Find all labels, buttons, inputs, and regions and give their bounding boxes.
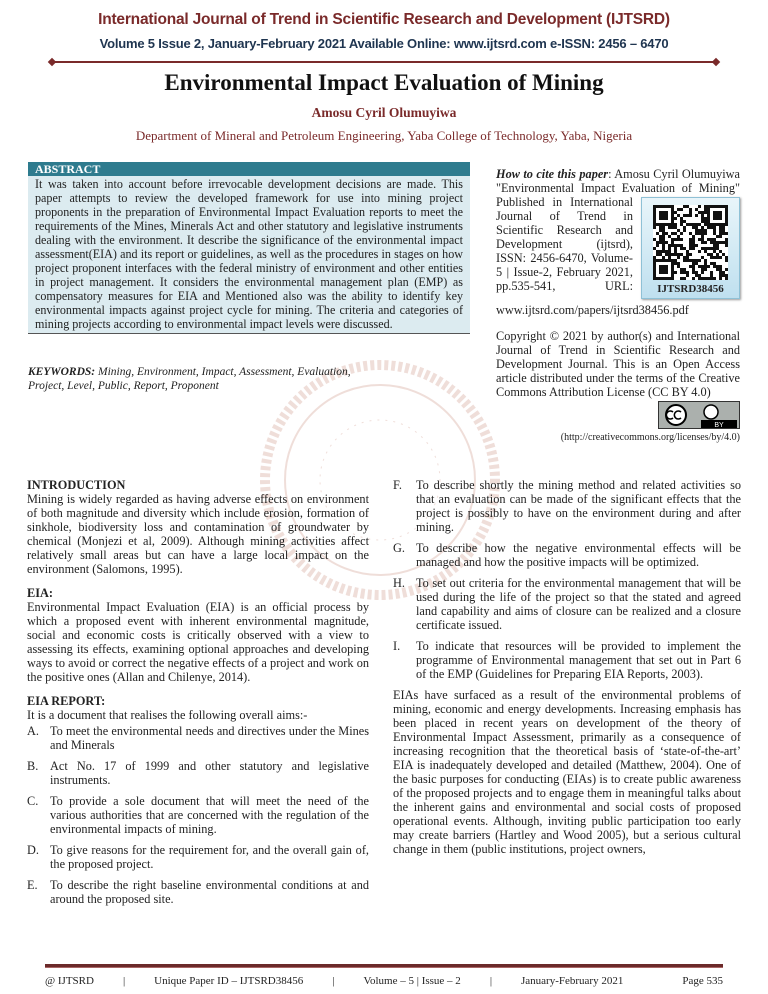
right-column <box>393 478 741 856</box>
list-marker: B. <box>27 759 39 773</box>
list-marker: E. <box>27 878 38 892</box>
list-item-text: Act No. 17 of 1999 and other statutory and legislative instruments. <box>50 759 369 787</box>
eia-report-heading: EIA REPORT: <box>27 694 106 708</box>
abstract-box <box>28 162 470 334</box>
abstract-text: It was taken into account before irrevocable development decisions are made. This paper attempts to review the developed framework for use into mining project proponents in the preparation of Environmental Impact Evaluation reports to meet the requirements of the Mines, Minerals Act and other statutory and legislative instruments dealing with the environment. It describe the significance of the environmental impact assessment(EIA) and its report or guidelines, as well as the procedures in stages on how project proponent interfaces with the federal ministry of environment and other entities in project management. It considers the environmental management plan (EMP) as compensatory measures for EIA and Mentioned also was the ability to identify key environmental impacts against project cycle for mining. The criteria and categories of mining projects according to environmental impact levels were discussed. <box>35 177 463 331</box>
footer-separator: | <box>332 975 335 987</box>
rule-end-ornament <box>48 58 56 66</box>
volume-line: Volume 5 Issue 2, January-February 2021 Available Online: www.ijtsrd.com e-ISSN: 2456 – 6470 <box>99 36 669 51</box>
eia-heading: EIA: <box>27 586 53 600</box>
qr-code-card <box>641 197 740 299</box>
header-rule <box>52 61 716 63</box>
qr-label: IJTSRD38456 <box>657 283 724 295</box>
keywords-text: Mining, Environment, Impact, Assessment, Evaluation, Project, Level, Public, Report, Proponent <box>28 366 351 392</box>
copyright-block <box>496 329 740 428</box>
aim-list-item <box>393 478 741 534</box>
list-item-text: To provide a sole document that will meet the need of the various authorities that are concerned with the regulation of the environmental impacts of mining. <box>50 794 369 836</box>
journal-title: International Journal of Trend in Scientific Research and Development (IJTSRD) <box>98 11 670 28</box>
page-footer <box>45 975 723 987</box>
footer-volume: Volume – 5 | Issue – 2 <box>363 975 461 987</box>
list-item-text: To indicate that resources will be provided to implement the programme of Environmental management that set out in Part 6 of the EMP (Guidelines for Preparing EIA Reports, 2003). <box>416 639 741 681</box>
abstract-heading: ABSTRACT <box>28 162 470 176</box>
cc-by-text: BY <box>714 422 724 428</box>
list-item-text: To describe shortly the mining method and related activities so that an evaluation can be made of the significant effects that the project is possibly to have on the environment during and after mining. <box>416 478 741 534</box>
citation-text: Amosu Cyril Olumuyiwa "Environmental Impact Evaluation of Mining" Published in International Journal of Trend in Scientific Research and Development (ijtsrd), ISSN: 2456-6470, Volume-5 | Issue-2, <box>496 167 740 279</box>
introduction-text: Mining is widely regarded as having adverse effects on environment of both magnitude and diversity which include erosion, formation of sinkhole, biodiversity loss and contamination of groundwater by chemical (Monjezi et al, 2009). Although mining activities affect relatively small areas but can have a large local impact on the environment (Salomons, 1995). <box>27 492 369 576</box>
paper-title: Environmental Impact Evaluation of Mining <box>164 70 604 95</box>
list-marker: A. <box>27 724 39 738</box>
list-item-text: To describe the right baseline environmental conditions at and around the proposed site. <box>50 878 369 906</box>
aim-list-item <box>27 878 369 906</box>
footer-paper-id: Unique Paper ID – IJTSRD38456 <box>154 975 304 987</box>
aims-list-left <box>27 724 369 906</box>
aim-list-item <box>393 541 741 569</box>
introduction-heading: INTRODUCTION <box>27 478 126 492</box>
eia-report-intro: It is a document that realises the following overall aims:- <box>27 708 308 722</box>
aim-list-item <box>27 794 369 836</box>
license-url[interactable]: (http://creativecommons.org/licenses/by/4.0) <box>560 432 740 443</box>
list-item-text: To give reasons for the requirement for, and the overall gain of, the proposed project. <box>50 843 369 871</box>
list-marker: G. <box>393 541 405 555</box>
footer-separator: | <box>489 975 493 987</box>
list-marker: D. <box>27 843 39 857</box>
author-name: Amosu Cyril Olumuyiwa <box>311 105 457 120</box>
aim-list-item <box>27 759 369 787</box>
aims-list-right <box>393 478 741 681</box>
affiliation: Department of Mineral and Petroleum Engineering, Yaba College of Technology, Yaba, Nigeria <box>135 128 633 143</box>
copyright-text: Copyright © 2021 by author(s) and International Journal of Trend in Scientific Research and Development Journal. This is an Open Access article distributed under the terms of the Creative Commons Attribution License (CC BY 4.0) <box>496 329 740 399</box>
footer-rule <box>45 964 723 968</box>
rule-end-ornament <box>712 58 720 66</box>
qr-code-icon <box>653 205 728 280</box>
list-marker: C. <box>27 794 39 808</box>
cc-by-license-badge[interactable] <box>658 401 740 429</box>
footer-separator: | <box>122 975 126 987</box>
aim-list-item <box>393 639 741 681</box>
aim-list-item <box>27 724 369 752</box>
list-marker: H. <box>393 576 405 590</box>
footer-date: January-February 2021 <box>521 975 624 987</box>
citation-url[interactable]: February 2021, pp.535-541, URL: www.ijtsrd.com/papers/ijtsrd38456.pdf <box>496 265 689 317</box>
footer-org: @ IJTSRD <box>45 975 94 987</box>
eias-paragraph: EIAs have surfaced as a result of the environmental problems of mining, economic and energy developments. Increasing emphasis has been placed in recent years on development of the theory of Environmental Impact Assessment, primarily as a consequence of increasing recognition that the theoretical basis of ‘state-of-the-art’ EIA is inadequately developed and detailed (Matthew, 2004). One of the basic purposes for conducting (EIAs) is to create public awareness of the proposed projects and to engage them in meaningful talks about the inherent gains and environmental and social costs of proposed operational events. Although, inviting public participation too early may create barriers (Hartley and Wood 2005), but a serious cultural change in them (public institutions, project owners, <box>393 688 741 856</box>
right-column-top <box>496 167 740 445</box>
left-column <box>27 478 369 913</box>
footer-page-number: Page 535 <box>682 975 723 987</box>
list-marker: I. <box>393 639 401 653</box>
list-item-text: To meet the environmental needs and directives under the Mines and Minerals <box>50 724 369 752</box>
keywords-label: KEYWORDS: <box>28 366 96 378</box>
aim-list-item <box>393 576 741 632</box>
list-marker: F. <box>393 478 402 492</box>
keywords <box>28 365 368 393</box>
citation-label: How to cite this paper <box>496 167 609 181</box>
aim-list-item <box>27 843 369 871</box>
list-item-text: To describe how the negative environmental effects will be managed and how the positive impacts will be optimized. <box>416 541 741 569</box>
citation-block: IJTSRD38456 How to cite this paper: Amosu Cyril Olumuyiwa "Environmental Impact Evaluation of Mining" Published in International Journal of Trend in Scientific Research and Development (ijtsrd), ISSN: 2456-6470, Volume-5 | Issue-2, February 2021, pp.535-541, URL: www.ijtsrd.com/papers/ijtsrd38456.pdf <box>496 167 740 317</box>
eia-text: Environmental Impact Evaluation (EIA) is an official process by which a proposed event with inherent environmental magnitude, social and economic costs is critically observed with a view to assessing its effects, examining optional approaches and developing ways to avoid or correct the negative effects of a project and work on the positive ones (Allan and Chilenye, 2014). <box>27 600 369 684</box>
list-item-text: To set out criteria for the environmental management that will be used during the life of the project so that the stated and agreed land capability and aims of closure can be realized and a closure certificate issued. <box>416 576 741 632</box>
